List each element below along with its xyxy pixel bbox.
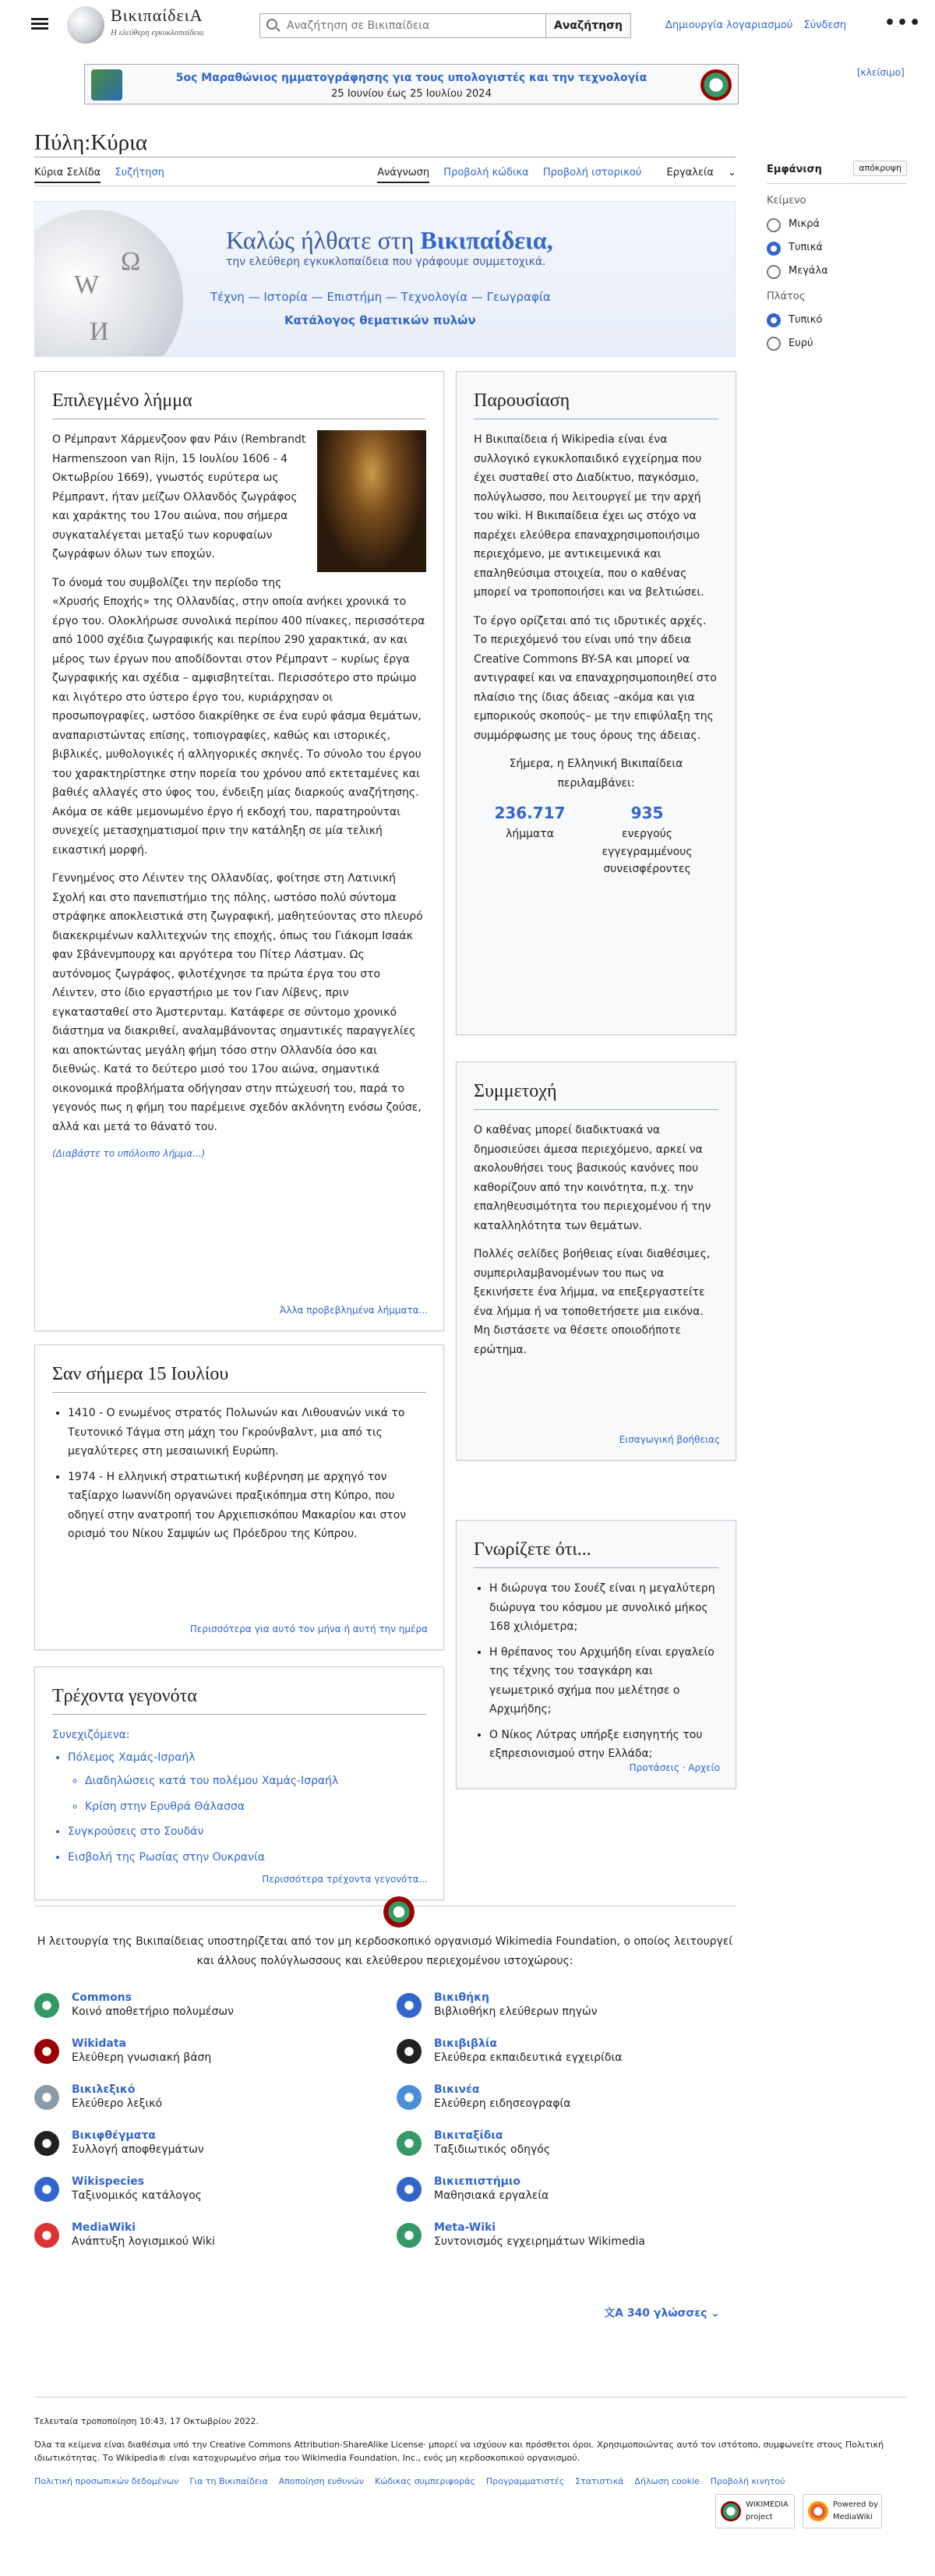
sister-project-desc: Συντονισμός εγχειρημάτων Wikimedia bbox=[434, 2235, 645, 2249]
languages-label: 340 γλώσσες bbox=[626, 2307, 707, 2320]
articles-label: λήμματα bbox=[506, 828, 554, 841]
radio-label: Μεγάλα bbox=[789, 265, 828, 277]
list-item[interactable]: ◦ Διαδηλώσεις κατά του πολέμου Χαμάς-Ισραήλ bbox=[85, 1772, 426, 1791]
sister-project-desc: Ανάπτυξη λογισμικού Wiki bbox=[72, 2235, 215, 2249]
radio-label: Τυπικό bbox=[789, 314, 823, 326]
puzzle-globe-icon: W Ω И bbox=[34, 210, 183, 357]
on-this-day-box bbox=[34, 1345, 444, 1650]
banner-left-icon bbox=[91, 69, 122, 101]
intro-paragraph-1: Η Βικιπαίδεια ή Wikipedia είναι ένα συλλογικό εγκυκλοπαιδικό εγχείρημα που έχει συσταθεί στο Διαδίκτυο, παγκόσμιο, πολύγλωσσο, που λειτουργεί με την αρχή του wiki. Η Βικιπαίδεια έχει ως στόχο να παρέχει ελεύθερα επαναχρησιμοποιήσιμο περιεχόμενο, με αντικειμενικά και επαληθεύσιμα στοιχεία, που ο καθένας μπορεί να τροποποιήσει και να βελτιώσει. bbox=[474, 433, 704, 599]
portal-catalog-link[interactable]: Κατάλογος θεματικών πυλών bbox=[284, 313, 476, 327]
footer-link[interactable]: Προγραμματιστές bbox=[485, 2475, 565, 2486]
footer-link[interactable]: Προβολή κινητού bbox=[710, 2475, 785, 2486]
sister-project-name[interactable]: Βικιθήκη bbox=[434, 1991, 490, 2004]
badge-label: WIKIMEDIA project bbox=[746, 2500, 789, 2521]
login-link[interactable]: Σύνδεση bbox=[803, 19, 846, 31]
tab-main-page[interactable]: Κύρια Σελίδα bbox=[34, 167, 101, 183]
sister-project-desc: Ταξινομικός κατάλογος bbox=[72, 2189, 202, 2203]
welcome-title-text: Καλώς ήλθατε στη bbox=[226, 226, 421, 254]
sister-project-icon bbox=[34, 1993, 59, 2018]
suggestions-archive-link[interactable]: Προτάσεις · Αρχείο bbox=[629, 1762, 720, 1773]
sister-project-icon bbox=[34, 2039, 59, 2064]
logo-tagline: Η ελεύθερη εγκυκλοπαίδεια bbox=[111, 28, 204, 37]
on-this-day-title: Σαν σήμερα 15 Ιουλίου bbox=[52, 1359, 426, 1393]
read-more-link[interactable]: (Διαβάστε το υπόλοιπο λήμμα...) bbox=[52, 1148, 206, 1160]
campaign-banner[interactable] bbox=[84, 64, 739, 104]
sister-project-item[interactable] bbox=[34, 2120, 373, 2166]
wikipedia-logo[interactable] bbox=[67, 6, 104, 44]
list-item[interactable]: ◦ Κρίση στην Ερυθρά Θάλασσα bbox=[85, 1797, 426, 1817]
participate-title: Συμμετοχή bbox=[474, 1076, 718, 1110]
menu-icon[interactable] bbox=[31, 16, 48, 33]
articles-count[interactable]: 236.717 bbox=[494, 804, 566, 823]
banner-close-link[interactable]: [κλείσιμο] bbox=[857, 67, 905, 78]
sister-project-icon bbox=[397, 2085, 422, 2110]
current-events-title: Τρέχοντα γεγονότα bbox=[52, 1681, 426, 1715]
chevron-down-icon: ⌄ bbox=[728, 167, 736, 178]
sister-project-desc: Ελεύθερη γνωσιακή βάση bbox=[72, 2051, 212, 2065]
tab-view-history[interactable]: Προβολή ιστορικού bbox=[542, 167, 642, 178]
sister-project-icon bbox=[397, 2131, 422, 2156]
mediawiki-icon bbox=[808, 2501, 828, 2521]
search-button[interactable]: Αναζήτηση bbox=[545, 13, 631, 38]
sister-projects-section bbox=[34, 1906, 736, 2320]
editors-label: ενεργούς εγγεγραμμένους συνεισφέροντες bbox=[602, 828, 693, 876]
page-title: Πύλη:Κύρια bbox=[34, 130, 148, 155]
sister-project-name[interactable]: Meta-Wiki bbox=[434, 2221, 496, 2234]
news-item-label[interactable]: Πόλεμος Χαμάς-Ισραήλ bbox=[68, 1751, 196, 1764]
radio-width-wide[interactable] bbox=[767, 336, 907, 352]
create-account-link[interactable]: Δημιουργία λογαριασμού bbox=[665, 19, 793, 31]
hide-button[interactable]: απόκρυψη bbox=[853, 161, 907, 176]
sister-project-desc: Ελεύθερο λεξικό bbox=[72, 2097, 163, 2111]
list-item: • Η θρέπανος του Αρχιμήδη είναι εργαλείο της τέχνης του τσαγκάρη και γεωμετρικό σχήμα που μελέτησε ο Αρχιμήδης; bbox=[489, 1643, 718, 1719]
participate-box bbox=[456, 1062, 736, 1461]
sister-project-desc: Ελεύθερα εκπαιδευτικά εγχειρίδια bbox=[434, 2051, 623, 2065]
footer-link[interactable]: Πολιτική προσωπικών δεδομένων bbox=[34, 2475, 179, 2486]
intro-title: Παρουσίαση bbox=[474, 386, 718, 419]
logo-wordmark[interactable]: ΒικιπαίδειA bbox=[111, 5, 203, 25]
radio-checked-icon bbox=[767, 242, 781, 256]
width-label: Πλάτος bbox=[767, 290, 806, 302]
sister-project-desc: Ελεύθερη ειδησεογραφία bbox=[434, 2097, 571, 2111]
sister-project-item[interactable] bbox=[397, 2028, 736, 2074]
featured-paragraph-2: Το όνομά του συμβολίζει την περίοδο της «Χρυσής Εποχής» της Ολλανδίας, στην οποία ανήκει χρονικά το έργο του. Ολοκλήρωσε συνολικά περίπου 400 πίνακες, περισσότερα από 1000 σχέδια ζωγραφικής και περίπου 290 χαρακτικά, αν και μέρος των έργων που αποδίδονται στον Ρέμπραντ – κυρίως έργα ζωγραφικής και σχέδια – αμφισβητείται. Περισσότερο στο πρώιμο και λιγότερο στο ύστερο έργο του, κυριάρχησαν οι προσωπογραφίες, ωστόσο διακρίθηκε σε ένα ευρύ φάσμα θεμάτων, αναπαριστώντας επίσης, τοπιογραφίες, καθώς και ιστορικές, βιβλικές, μυθολογικές ή αλληγορικές σκηνές. Το σύνολο του έργου του χαρακτηρίστηκε στην πορεία του χρόνου από εκτεταμένες και βαθιές αλλαγές στο ύφος του, ένδειξη μίας διαρκούς αναζήτησης. Ακόμα σε κάθε μεμονωμένο έργο ή εκδοχή του, παρατηρούνται συνεχείς μετασχηματισμοί πριν την κατάληξη σε μία τελική εικαστική μορφή. bbox=[52, 576, 425, 857]
sister-project-desc: Μαθησιακά εργαλεία bbox=[434, 2189, 549, 2203]
sister-project-name[interactable]: Βικιταξίδια bbox=[434, 2129, 503, 2142]
sister-project-icon bbox=[34, 2223, 59, 2248]
radio-text-standard[interactable] bbox=[767, 241, 907, 256]
sister-project-icon bbox=[397, 1993, 422, 2018]
intro-today: Σήμερα, η Ελληνική Βικιπαίδεια περιλαμβάνει: bbox=[509, 758, 683, 790]
featured-title: Επιλεγμένο λήμμα bbox=[52, 386, 426, 419]
rembrandt-portrait-image[interactable] bbox=[317, 430, 426, 572]
sister-projects-grid bbox=[34, 1982, 736, 2258]
more-this-month-link[interactable]: Περισσότερα για αυτό τον μήνα ή αυτή την ημέρα bbox=[189, 1623, 428, 1634]
radio-icon bbox=[767, 218, 781, 232]
footer-link[interactable]: Κώδικας συμπεριφοράς bbox=[375, 2475, 475, 2486]
sister-project-name[interactable]: Βικιλεξικό bbox=[72, 2083, 136, 2096]
search-input[interactable] bbox=[287, 17, 536, 34]
participate-paragraph-2: Πολλές σελίδες βοήθειας είναι διαθέσιμες, συμπεριλαμβανομένων του πως να ξεκινήσετε ένα λήμμα, να επεξεργαστείτε ένα λήμμα ή να τοποθετήσετε μια εικόνα. Μη διστάσετε να θέσετε οποιοδήποτε ερώτημα. bbox=[474, 1248, 711, 1356]
did-you-know-title: Γνωρίζετε ότι... bbox=[474, 1535, 718, 1568]
list-item[interactable]: • Εισβολή της Ρωσίας στην Ουκρανία bbox=[68, 1848, 426, 1868]
radio-width-standard[interactable] bbox=[767, 313, 907, 328]
tab-read[interactable]: Ανάγνωση bbox=[377, 167, 429, 183]
sister-project-name[interactable]: Βικιφθέγματα bbox=[72, 2129, 156, 2142]
wikimedia-icon bbox=[700, 69, 732, 101]
welcome-title-link[interactable]: Βικιπαίδεια, bbox=[420, 226, 553, 254]
sister-project-desc: Ταξιδιωτικός οδηγός bbox=[434, 2143, 551, 2157]
wikimedia-icon bbox=[721, 2501, 741, 2521]
welcome-banner bbox=[34, 201, 736, 357]
sister-project-name[interactable]: Wikispecies bbox=[72, 2175, 145, 2188]
search-box[interactable] bbox=[259, 13, 546, 38]
appearance-panel bbox=[767, 162, 907, 359]
sister-project-desc: Βιβλιοθήκη ελεύθερων πηγών bbox=[434, 2005, 598, 2019]
participate-paragraph-1: Ο καθένας μπορεί διαδικτυακά να δημοσιεύσει άμεσα περιεχόμενο, αρκεί να ακολουθήσει τους βασικούς κανόνες που καθορίζουν από την κοινότητα, π.χ. την επαληθευσιμότητα του περιεχομένου ή την καταλληλότητα των θεμάτων. bbox=[474, 1124, 711, 1232]
sister-project-item[interactable] bbox=[34, 2074, 373, 2120]
banner-title[interactable]: 5ος Μαραθώνιος ημματογράφησης για τους υπολογιστές και την τεχνολογία bbox=[175, 72, 647, 84]
other-featured-link[interactable]: Άλλα προβεβλημένα λήμματα... bbox=[280, 1304, 428, 1316]
sister-project-name[interactable]: Commons bbox=[72, 1991, 132, 2004]
sister-project-item[interactable] bbox=[397, 2212, 736, 2258]
radio-text-small[interactable] bbox=[767, 217, 907, 233]
sister-project-name[interactable]: MediaWiki bbox=[72, 2221, 136, 2234]
sister-project-name[interactable]: Βικινέα bbox=[434, 2083, 480, 2096]
list-item[interactable]: • Συγκρούσεις στο Σουδάν bbox=[68, 1822, 426, 1842]
license-text: Όλα τα κείμενα είναι διαθέσιμα υπό την Creative Commons Attribution-ShareAlike License· μπορεί να ισχύουν και πρόσθετοι όροι. Χρησιμοποιώντας αυτό τον ιστότοπο, συμφωνείτε στους Πολιτική ιδιωτικότητας. Το Wikipedia® είναι κατοχυρωμένο σήμα του Wikimedia Foundation, Inc., ενός μη κερδοσκοπικού οργανισμού. bbox=[34, 2439, 884, 2464]
intro-box bbox=[456, 371, 736, 1035]
sister-project-item[interactable] bbox=[397, 2166, 736, 2212]
did-you-know-box bbox=[456, 1520, 736, 1789]
search-icon bbox=[266, 19, 277, 30]
editors-count[interactable]: 935 bbox=[630, 804, 664, 823]
radio-label: Ευρύ bbox=[789, 337, 813, 349]
footer-link[interactable]: Για τη Βικιπαίδεια bbox=[189, 2475, 268, 2486]
sister-project-item[interactable] bbox=[397, 2120, 736, 2166]
footer-link[interactable]: Στατιστικά bbox=[575, 2475, 624, 2486]
sister-project-desc: Κοινό αποθετήριο πολυμέσων bbox=[72, 2005, 234, 2019]
sister-project-icon bbox=[34, 2131, 59, 2156]
sister-project-icon bbox=[397, 2223, 422, 2248]
translate-icon: 文A bbox=[604, 2307, 623, 2320]
sister-project-name[interactable]: Βικιεπιστήμιο bbox=[434, 2175, 521, 2188]
radio-icon bbox=[767, 265, 781, 279]
banner-dates: 25 Ιουνίου έως 25 Ιουλίου 2024 bbox=[331, 88, 492, 101]
sister-project-item[interactable] bbox=[34, 2028, 373, 2074]
featured-article-box bbox=[34, 371, 444, 1331]
badge-label: Powered by MediaWiki bbox=[833, 2500, 878, 2521]
sister-project-icon bbox=[34, 2177, 59, 2202]
welcome-subtitle: την ελεύθερη εγκυκλοπαίδεια που γράφουμε συμμετοχικά. bbox=[226, 256, 546, 268]
sister-project-item[interactable] bbox=[397, 2074, 736, 2120]
sister-project-item[interactable] bbox=[34, 2212, 373, 2258]
footer-link[interactable]: Δήλωση cookie bbox=[634, 2475, 700, 2486]
sister-project-desc: Συλλογή αποφθεγμάτων bbox=[72, 2143, 204, 2157]
footer bbox=[34, 2397, 907, 2488]
sister-project-name[interactable]: Wikidata bbox=[72, 2037, 126, 2050]
list-item: • Ο Νίκος Λύτρας υπήρξε εισηγητής του εξπρεσιονισμού στην Ελλάδα; bbox=[489, 1726, 718, 1764]
list-item: • 1974 - Η ελληνική στρατιωτική κυβέρνηση με αρχηγό τον ταξίαρχο Ιωαννίδη οργανώνει πραξικόπημα στη Κύπρο, που οδηγεί στην ανατροπή του Αρχιεπισκόπου Μακαρίου και στον ορισμό του Νίκου Σαμψών ως Πρόεδρου της Κύπρου. bbox=[68, 1468, 426, 1544]
help-intro-link[interactable]: Εισαγωγική βοήθειας bbox=[619, 1433, 720, 1445]
featured-paragraph-3: Γεννημένος στο Λέιντεν της Ολλανδίας, φοίτησε στη Λατινική Σχολή και στο πανεπιστήμιο της πόλης, ωστόσο πολύ σύντομα στράφηκε αποκλειστικά στη ζωγραφική, μαθητεύοντας στο πλευρό διακεκριμένων καλλιτεχνών της εποχής, όπως του Γιάκομπ Ισαάκ φαν Σβάνενμπουρχ και αργότερα του Πίτερ Λάστμαν. Ως αυτόνομος ζωγράφος, φιλοτέχνησε τα πρώτα έργα του στο Λέιντεν, στο ίδιο εργαστήριο με τον Γιαν Λίβενς, πριν εγκατασταθεί στο Άμστερνταμ. Κατάφερε σε σύντομο χρονικό διάστημα να διακριθεί, αναλαμβάνοντας σημαντικές παραγγελίες και αποκτώντας μεγάλη φήμη τόσο στην Ολλανδία όσο και διεθνώς. Κατά το δεύτερο μισό του 17ου αιώνα, σημαντικά οικονομικά προβλήματα οδήγησαν στην πτώχευσή του, παρά το γεγονός πως η φήμη του παρέμεινε σχεδόν ακλόνητη ενόσω ζούσε, αλλά και μετά το θάνατό του. bbox=[52, 872, 423, 1133]
radio-label: Μικρά bbox=[789, 218, 820, 231]
footer-links bbox=[34, 2475, 907, 2489]
ongoing-label[interactable]: Συνεχιζόμενα: bbox=[52, 1729, 130, 1742]
portal-links[interactable]: Τέχνη — Ιστορία — Επιστήμη — Τεχνολογία — Γεωγραφία bbox=[210, 290, 551, 304]
text-size-label: Κείμενο bbox=[767, 194, 806, 207]
list-item: • 1410 - Ο ενωμένος στρατός Πολωνών και Λιθουανών νικά το Τευτονικό Τάγμα στη μάχη του Γκρούνβαλντ, μια από τις μεγαλύτερες στη μεσαιωνική Ευρώπη. bbox=[68, 1404, 426, 1461]
list-item[interactable] bbox=[68, 1748, 426, 1817]
intro-paragraph-2: Το έργο ορίζεται από τις ιδρυτικές αρχές. Το περιεχόμενό του είναι υπό την άδεια Creative Commons BY-SA και μπορεί να αντιγραφεί και να επαναχρησιμοποιηθεί στο πλαίσιο της ίδιας άδειας –ακόμα και για εμπορικούς σκοπούς– με την επιφύλαξη της συμμόρφωσης με τους όρους της άδειας. bbox=[474, 614, 717, 742]
radio-checked-icon bbox=[767, 313, 781, 327]
more-options-icon[interactable]: ••• bbox=[884, 13, 923, 33]
languages-button[interactable] bbox=[604, 2305, 720, 2322]
tab-tools[interactable] bbox=[656, 167, 736, 178]
tools-label: Εργαλεία bbox=[666, 167, 714, 178]
more-current-events-link[interactable]: Περισσότερα τρέχοντα γεγονότα... bbox=[262, 1873, 428, 1885]
wikimedia-foundation-icon bbox=[383, 1896, 415, 1928]
sister-project-item[interactable] bbox=[34, 2166, 373, 2212]
current-events-box bbox=[34, 1666, 444, 1900]
sister-project-icon bbox=[34, 2085, 59, 2110]
last-edit: Τελευταία τροποποίηση 10:43, 17 Οκτωβρίου 2022. bbox=[34, 2416, 259, 2426]
sister-project-item[interactable] bbox=[397, 1982, 736, 2028]
sister-project-item[interactable] bbox=[34, 1982, 373, 2028]
sister-project-icon bbox=[397, 2177, 422, 2202]
footer-link[interactable]: Αποποίηση ευθυνών bbox=[278, 2475, 365, 2486]
powered-by-mediawiki-badge[interactable] bbox=[803, 2494, 882, 2528]
radio-icon bbox=[767, 337, 781, 351]
foundation-intro: Η λειτουργία της Βικιπαίδειας υποστηρίζεται από τον μη κερδοσκοπικό οργανισμό Wikimedia Foundation, ο οποίος λειτουργεί και άλλους πολύγλωσσους και ελεύθερου περιεχομένου ιστοχώρους: bbox=[37, 1935, 733, 1968]
tab-talk[interactable]: Συζήτηση bbox=[115, 167, 164, 178]
chevron-down-icon: ⌄ bbox=[711, 2307, 720, 2320]
sister-project-name[interactable]: Βικιβιβλία bbox=[434, 2037, 497, 2050]
sister-project-icon bbox=[397, 2039, 422, 2064]
tab-view-source[interactable]: Προβολή κώδικα bbox=[443, 167, 529, 178]
radio-label: Τυπικά bbox=[789, 242, 823, 254]
wikimedia-project-badge[interactable] bbox=[715, 2494, 795, 2528]
list-item: • Η διώρυγα του Σουέζ είναι η μεγαλύτερη διώρυγα του κόσμου με συνολικό μήκος 168 χιλιόμετρα; bbox=[489, 1579, 718, 1637]
header bbox=[0, 0, 935, 50]
featured-paragraph-1: Ο Ρέμπραντ Χάρμενζοον φαν Ράιν (Rembrandt Harmenszoon van Rijn, 15 Ιουλίου 1606 - 4 Οκτωβρίου 1669), γνωστός ευρύτερα ως Ρέμπραντ, ήταν μείζων Ολλανδός ζωγράφος και χαράκτης του 17ου αιώνα, που σήμερα συγκαταλέγεται μεταξύ των κορυφαίων ζωγράφων όλων των εποχών. bbox=[52, 433, 306, 561]
appearance-title: Εμφάνιση bbox=[767, 164, 822, 175]
radio-text-large[interactable] bbox=[767, 264, 907, 280]
